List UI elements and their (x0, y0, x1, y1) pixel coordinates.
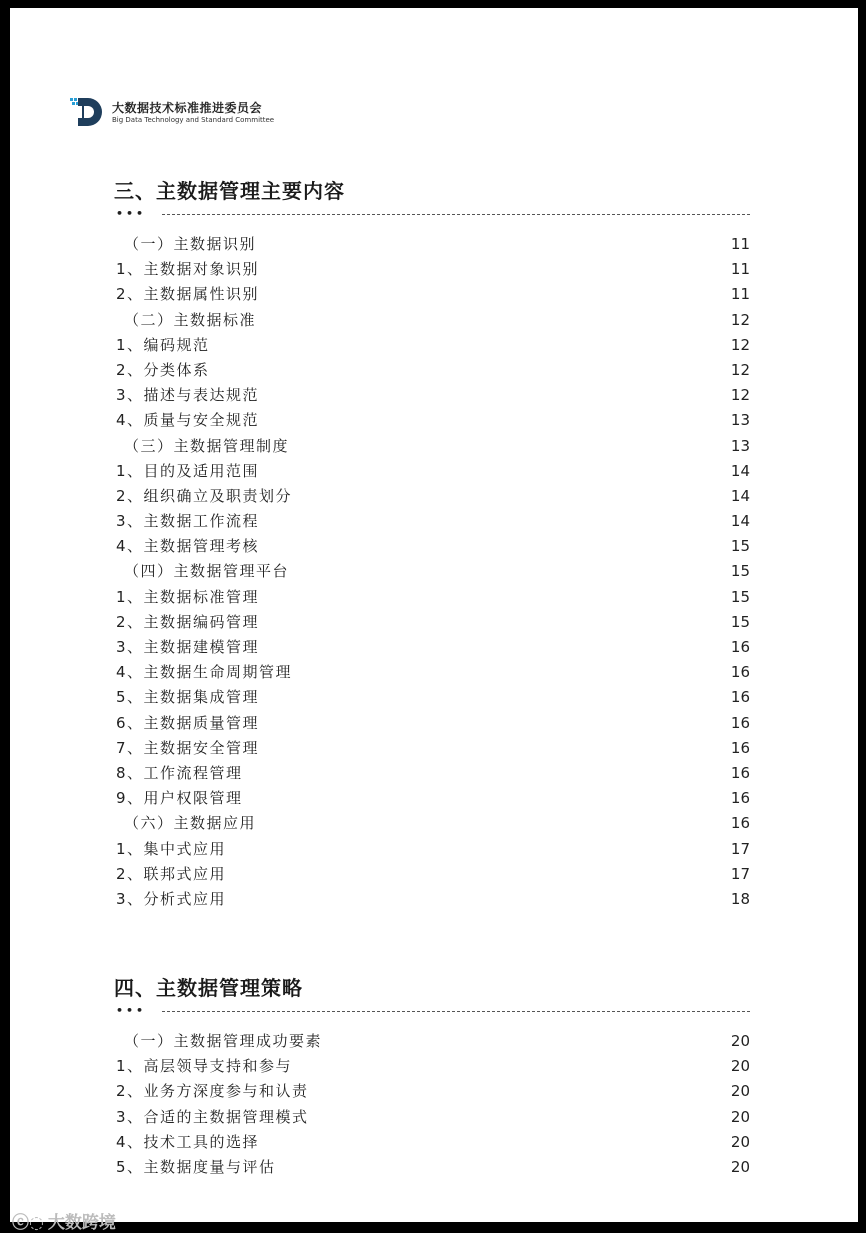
toc-entry-label: （二）主数据标准 (124, 310, 257, 329)
section-title: 三、主数据管理主要内容 (114, 179, 345, 203)
toc-entry-page-number: 20 (730, 1132, 750, 1151)
toc-list (114, 232, 750, 912)
toc-entry[interactable] (114, 610, 750, 635)
toc-entry-label: （一）主数据管理成功要素 (124, 1032, 323, 1050)
section-title: 四、主数据管理策略 (114, 976, 303, 1000)
toc-entry[interactable] (114, 660, 750, 685)
toc-entry[interactable] (114, 786, 750, 811)
toc-entry-label: 3、分析式应用 (116, 889, 227, 908)
toc-entry-page-number: 11 (730, 285, 750, 304)
toc-entry-page-number: 12 (730, 335, 750, 354)
toc-entry-page-number: 11 (730, 235, 750, 253)
toc-entry-page-number: 11 (730, 260, 750, 279)
toc-entry-page-number: 16 (730, 814, 750, 833)
toc-entry[interactable] (114, 257, 750, 282)
toc-entry-label: 3、主数据建模管理 (116, 638, 260, 656)
toc-entry-page-number: 16 (730, 663, 750, 682)
toc-entry-page-number: 17 (730, 839, 750, 858)
toc-entry[interactable] (114, 1155, 750, 1180)
toc-entry-page-number: 20 (730, 1057, 750, 1076)
toc-entry-label: 2、联邦式应用 (116, 864, 227, 883)
toc-entry-label: 1、集中式应用 (116, 839, 227, 858)
toc-entry[interactable] (114, 862, 750, 887)
toc-entry[interactable] (114, 509, 750, 534)
toc-entry-label: 4、主数据生命周期管理 (116, 663, 293, 682)
toc-entry[interactable] (114, 459, 750, 484)
toc-entry[interactable] (114, 1079, 750, 1104)
toc-section-4 (114, 973, 750, 1180)
toc-entry[interactable] (114, 736, 750, 761)
toc-entry[interactable] (114, 333, 750, 358)
toc-entry-page-number: 14 (730, 486, 750, 505)
toc-entry-page-number: 18 (730, 889, 750, 908)
toc-entry-page-number: 16 (730, 789, 750, 808)
toc-entry-label: 2、主数据属性识别 (116, 285, 260, 304)
toc-entry-label: 2、主数据编码管理 (116, 612, 260, 631)
toc-entry-page-number: 16 (730, 763, 750, 782)
divider-dashed-line (162, 214, 750, 215)
section-divider (114, 1005, 750, 1017)
toc-entry-page-number: 12 (730, 386, 750, 405)
toc-entry-page-number: 12 (730, 310, 750, 329)
toc-entry-label: 4、技术工具的选择 (116, 1132, 260, 1151)
toc-entry[interactable] (114, 484, 750, 509)
toc-entry-page-number: 15 (730, 612, 750, 631)
toc-entry-page-number: 16 (730, 638, 750, 656)
toc-entry[interactable] (114, 282, 750, 307)
toc-entry[interactable] (114, 534, 750, 559)
toc-entry-label: 1、编码规范 (116, 335, 210, 354)
watermark-text: 大数跨境 (47, 1213, 116, 1233)
toc-entry[interactable] (114, 308, 750, 333)
toc-entry-label: 1、目的及适用范围 (116, 461, 260, 480)
toc-entry-label: 8、工作流程管理 (116, 763, 243, 782)
toc-entry[interactable] (114, 408, 750, 433)
toc-entry-page-number: 15 (730, 537, 750, 556)
toc-entry-label: 3、主数据工作流程 (116, 512, 260, 531)
toc-entry-label: 9、用户权限管理 (116, 789, 243, 808)
toc-entry[interactable] (114, 383, 750, 408)
divider-dashed-line (162, 1011, 750, 1012)
toc-entry-page-number: 20 (730, 1032, 750, 1050)
toc-entry[interactable] (114, 761, 750, 786)
toc-list (114, 1029, 750, 1180)
toc-entry-page-number: 14 (730, 512, 750, 531)
watermark (12, 1208, 116, 1233)
document-page (10, 8, 858, 1233)
toc-entry-page-number: 15 (730, 587, 750, 606)
toc-entry-page-number: 16 (730, 738, 750, 757)
toc-entry[interactable] (114, 685, 750, 710)
header-logo (70, 94, 330, 134)
toc-entry[interactable] (114, 434, 750, 459)
toc-entry-page-number: 20 (730, 1157, 750, 1176)
bdc-d-logo-icon (70, 94, 106, 130)
toc-entry-label: 2、组织确立及职责划分 (116, 486, 293, 505)
chat-bubble-icon: ⓒ◌ (12, 1213, 44, 1233)
toc-entry[interactable] (114, 585, 750, 610)
toc-entry-page-number: 14 (730, 461, 750, 480)
toc-entry-label: （六）主数据应用 (124, 814, 257, 833)
toc-entry-page-number: 20 (730, 1082, 750, 1101)
toc-section-3 (114, 176, 750, 912)
toc-entry-label: 1、主数据对象识别 (116, 260, 260, 279)
toc-entry[interactable] (114, 232, 750, 257)
toc-entry-label: 1、高层领导支持和参与 (116, 1057, 293, 1076)
divider-dots: ••• (116, 207, 147, 220)
toc-entry[interactable] (114, 1130, 750, 1155)
toc-entry[interactable] (114, 887, 750, 912)
toc-entry-label: 6、主数据质量管理 (116, 713, 260, 732)
toc-entry[interactable] (114, 1029, 750, 1054)
toc-entry[interactable] (114, 711, 750, 736)
toc-entry-label: 2、分类体系 (116, 360, 210, 379)
org-name-en: Big Data Technology and Standard Committee (112, 116, 275, 124)
toc-entry[interactable] (114, 811, 750, 836)
toc-entry[interactable] (114, 559, 750, 584)
toc-entry[interactable] (114, 358, 750, 383)
toc-entry-label: （四）主数据管理平台 (124, 562, 290, 581)
org-name-cn: 大数据技术标准推进委员会 (112, 101, 263, 115)
toc-entry-page-number: 13 (730, 411, 750, 430)
toc-entry-label: 5、主数据度量与评估 (116, 1157, 276, 1176)
toc-entry-label: 2、业务方深度参与和认责 (116, 1082, 309, 1101)
toc-entry-page-number: 20 (730, 1107, 750, 1126)
toc-entry-page-number: 16 (730, 688, 750, 707)
toc-entry-page-number: 15 (730, 562, 750, 581)
toc-entry-label: 3、描述与表达规范 (116, 386, 260, 405)
toc-entry[interactable] (114, 837, 750, 862)
toc-entry-label: 3、合适的主数据管理模式 (116, 1107, 309, 1126)
toc-entry[interactable] (114, 1105, 750, 1130)
toc-entry-page-number: 13 (730, 436, 750, 455)
toc-entry-label: 4、主数据管理考核 (116, 537, 260, 556)
toc-entry-label: （一）主数据识别 (124, 235, 257, 253)
toc-entry-label: 4、质量与安全规范 (116, 411, 260, 430)
toc-entry[interactable] (114, 1054, 750, 1079)
toc-entry[interactable] (114, 635, 750, 660)
toc-entry-label: 1、主数据标准管理 (116, 587, 260, 606)
toc-entry-page-number: 12 (730, 360, 750, 379)
toc-entry-page-number: 16 (730, 713, 750, 732)
toc-entry-label: 7、主数据安全管理 (116, 738, 260, 757)
divider-dots: ••• (116, 1004, 147, 1017)
toc-entry-label: （三）主数据管理制度 (124, 436, 290, 455)
section-divider (114, 208, 750, 220)
toc-entry-page-number: 17 (730, 864, 750, 883)
toc-entry-label: 5、主数据集成管理 (116, 688, 260, 707)
